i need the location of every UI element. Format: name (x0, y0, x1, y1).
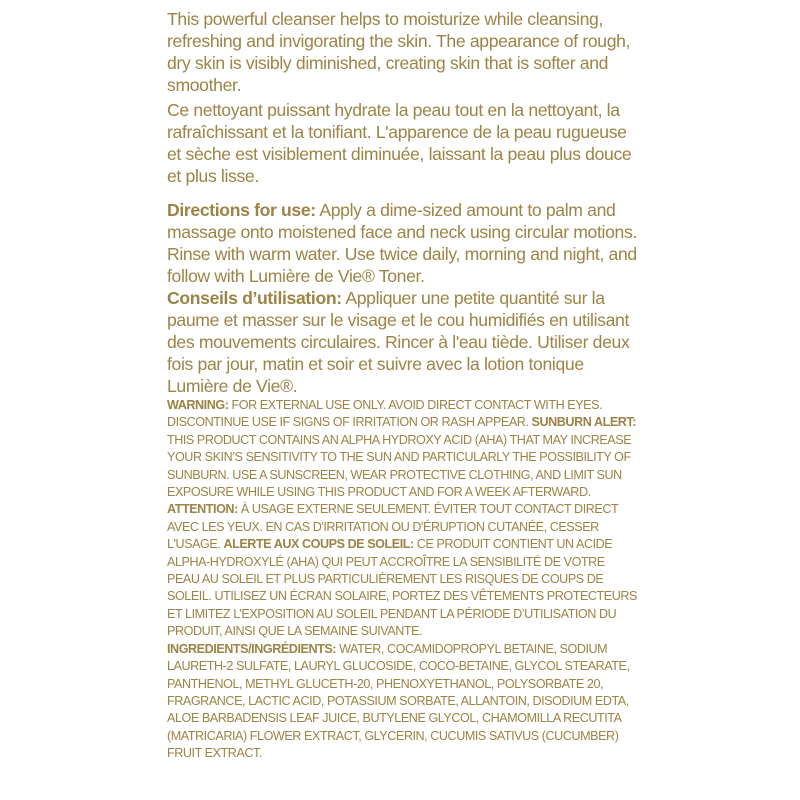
sunburn-alert-french-text: CE PRODUIT CONTIENT UN ACIDE ALPHA-HYDROXYLÉ (AHA) QUI PEUT ACCROÎTRE LA SENSIBILITÉ DE VOTRE PEAU AU SOLEIL ET PLUS PARTICULIÈREMENT LES RISQUES DE COUPS DE SOLEIL. UTILISEZ UN ÉCRAN SOLAIRE, PORTEZ DES VÊTEMENTS PROTECTEURS ET LIMITEZ L’EXPOSITION AU SOLEIL PENDANT LA PÉRIODE D’UTILISATION DU PRODUIT, AINSI QUE LA SEMAINE SUIVANTE. (167, 537, 637, 639)
warning-english-label: WARNING: (167, 398, 229, 412)
directions-french-label: Conseils d’utilisation: (167, 288, 342, 308)
sunburn-alert-text: THIS PRODUCT CONTAINS AN ALPHA HYDROXY ACID (AHA) THAT MAY INCREASE YOUR SKIN’S SENSITIVITY TO THE SUN AND PARTICULARLY THE POSSIBILITY OF SUNBURN. USE A SUNSCREEN, WEAR PROTECTIVE CLOTHING, AND LIMIT SUN EXPOSURE WHILE USING THIS PRODUCT AND FOR A WEEK AFTERWARD. (167, 432, 632, 500)
ingredients-text: WATER, COCAMIDOPROPYL BETAINE, SODIUM LAURETH-2 SULFATE, LAURYL GLUCOSIDE, COCO-BETAINE, GLYCOL STEARATE, PANTHENOL, METHYL GLUCETH-20, PHENOXYETHANOL, POLYSORBATE 20, FRAGRANCE, LACTIC ACID, POTASSIUM SORBATE, ALLANTOIN, DISODIUM EDTA, ALOE BARBADENSIS LEAF JUICE, BUTYLENE GLYCOL, CHAMOMILLA RECUTITA (MATRICARIA) FLOWER EXTRACT, GLYCERIN, CUCUMIS SATIVUS (CUCUMBER) FRUIT EXTRACT. (167, 641, 630, 761)
description-french: Ce nettoyant puissant hydrate la peau tout en la nettoyant, la rafraîchissant et la tonifiant. L'apparence de la peau rugueuse et sèche est visiblement diminuée, laissant la peau plus douce et plus lisse. (167, 100, 632, 186)
product-label-text (167, 8, 637, 763)
warning-french-label: ATTENTION: (167, 502, 238, 517)
description-english: This powerful cleanser helps to moisturize while cleansing, refreshing and invigorating the skin. The appearance of rough, dry skin is visibly diminished, creating skin that is softer and smoother. (167, 9, 631, 95)
directions-english-label: Directions for use: (167, 200, 316, 220)
warning-french-text: À USAGE EXTERNE SEULEMENT. ÉVITER TOUT CONTACT DIRECT AVEC LES YEUX. EN CAS D'IRRITATION OU D'ÉRUPTION CUTANÉE, CESSER L'USAGE. (167, 502, 619, 552)
directions-french-text: Appliquer une petite quantité sur la paume et masser sur le visage et le cou humidifiés en utilisant des mouvements circulaires. Rincer à l'eau tiède. Utiliser deux fois par jour, matin et soir et suivre avec la lotion tonique Lumière de Vie®. (167, 288, 630, 396)
sunburn-alert-label: SUNBURN ALERT: (531, 415, 637, 430)
warning-english (167, 397, 637, 501)
directions-french (167, 287, 637, 397)
ingredients-label: INGREDIENTS/INGRÉDIENTS: (167, 641, 337, 656)
ingredients-list (167, 641, 637, 763)
sunburn-alert-french-label: ALERTE AUX COUPS DE SOLEIL: (223, 537, 414, 552)
warning-english-text: FOR EXTERNAL USE ONLY. AVOID DIRECT CONTACT WITH EYES. DISCONTINUE USE IF SIGNS OF IRRITATION OR RASH APPEAR. (167, 398, 603, 430)
directions-english-text: Apply a dime-sized amount to palm and massage onto moistened face and neck using circular motions. Rinse with warm water. Use twice daily, morning and night, and follow with Lumière de Vie® Toner. (167, 200, 637, 286)
directions-english (167, 199, 637, 287)
warning-french (167, 501, 637, 640)
